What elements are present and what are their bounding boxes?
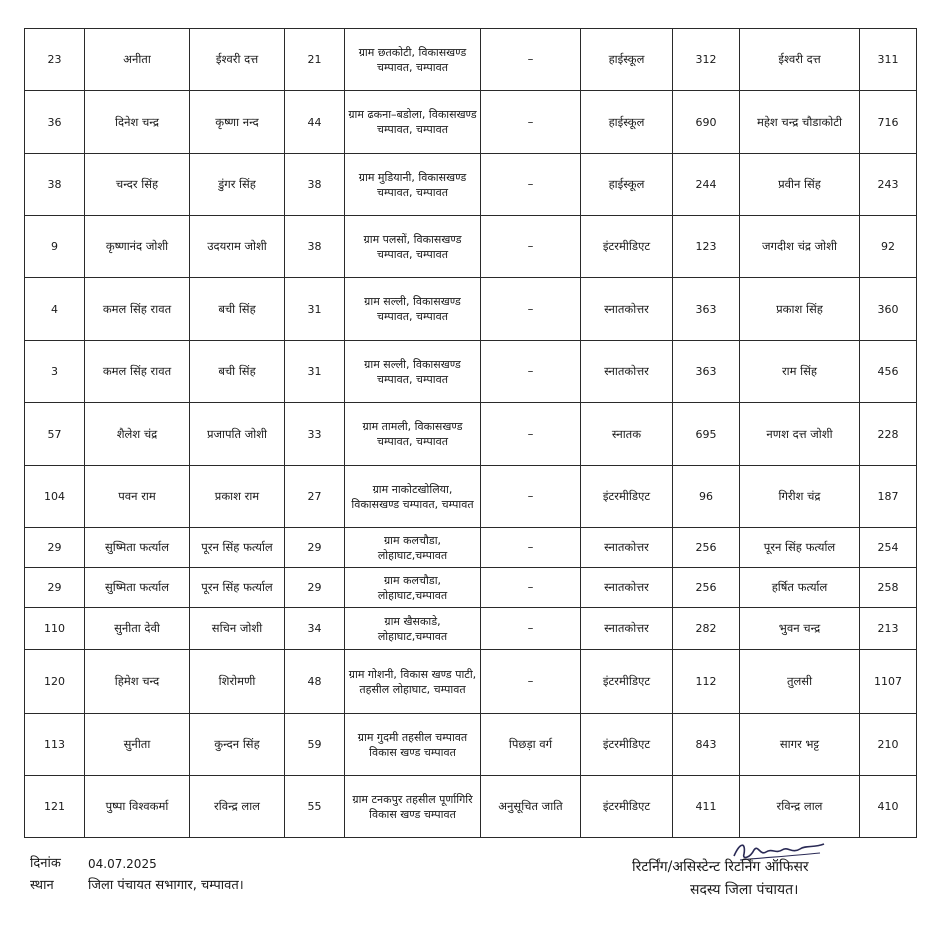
cell-opponent-votes: 210 bbox=[860, 714, 917, 776]
officer-body: सदस्य जिला पंचायत। bbox=[690, 882, 799, 898]
cell-address: ग्राम सल्ली, विकासखण्ड चम्पावत, चम्पावत bbox=[345, 341, 481, 403]
cell-age: 44 bbox=[285, 91, 345, 154]
table-row bbox=[25, 91, 917, 154]
cell-education: स्नातकोत्तर bbox=[581, 608, 673, 650]
cell-opponent-name: सागर भट्ट bbox=[740, 714, 860, 776]
cell-father-name: डुंगर सिंह bbox=[190, 154, 285, 216]
cell-address: ग्राम गुदमी तहसील चम्पावत विकास खण्ड चम्पावत bbox=[345, 714, 481, 776]
cell-opponent-votes: 456 bbox=[860, 341, 917, 403]
date-label: दिनांक bbox=[30, 856, 61, 871]
cell-age: 21 bbox=[285, 29, 345, 91]
cell-age: 55 bbox=[285, 776, 345, 838]
cell-father-name: सचिन जोशी bbox=[190, 608, 285, 650]
cell-votes: 695 bbox=[673, 403, 740, 466]
cell-serial: 3 bbox=[25, 341, 85, 403]
cell-candidate-name: चन्दर सिंह bbox=[85, 154, 190, 216]
cell-candidate-name: अनीता bbox=[85, 29, 190, 91]
cell-serial: 36 bbox=[25, 91, 85, 154]
cell-votes: 282 bbox=[673, 608, 740, 650]
cell-votes: 843 bbox=[673, 714, 740, 776]
cell-opponent-votes: 360 bbox=[860, 278, 917, 341]
cell-votes: 96 bbox=[673, 466, 740, 528]
cell-opponent-votes: 187 bbox=[860, 466, 917, 528]
cell-candidate-name: सुनीता bbox=[85, 714, 190, 776]
cell-age: 59 bbox=[285, 714, 345, 776]
cell-education: इंटरमीडिएट bbox=[581, 714, 673, 776]
cell-opponent-name: हर्षित फर्त्याल bbox=[740, 568, 860, 608]
cell-opponent-votes: 213 bbox=[860, 608, 917, 650]
cell-opponent-name: पूरन सिंह फर्त्याल bbox=[740, 528, 860, 568]
cell-father-name: शिरोमणी bbox=[190, 650, 285, 714]
cell-opponent-name: भुवन चन्द्र bbox=[740, 608, 860, 650]
cell-address: ग्राम नाकोटखोलिया, विकासखण्ड चम्पावत, चम्पावत bbox=[345, 466, 481, 528]
cell-opponent-name: ईश्वरी दत्त bbox=[740, 29, 860, 91]
cell-age: 31 bbox=[285, 341, 345, 403]
results-table bbox=[24, 28, 917, 838]
cell-age: 29 bbox=[285, 528, 345, 568]
cell-education: स्नातकोत्तर bbox=[581, 278, 673, 341]
cell-address: ग्राम कलचौडा, लोहाघाट,चम्पावत bbox=[345, 528, 481, 568]
cell-age: 33 bbox=[285, 403, 345, 466]
officer-signature-block bbox=[632, 856, 892, 902]
cell-opponent-name: रविन्द्र लाल bbox=[740, 776, 860, 838]
cell-candidate-name: हिमेश चन्द bbox=[85, 650, 190, 714]
cell-address: ग्राम पलसों, विकासखण्ड चम्पावत, चम्पावत bbox=[345, 216, 481, 278]
cell-father-name: कुन्दन सिंह bbox=[190, 714, 285, 776]
cell-candidate-name: कमल सिंह रावत bbox=[85, 341, 190, 403]
cell-serial: 29 bbox=[25, 568, 85, 608]
cell-education: स्नातक bbox=[581, 403, 673, 466]
cell-father-name: बची सिंह bbox=[190, 278, 285, 341]
cell-opponent-votes: 92 bbox=[860, 216, 917, 278]
place-value: जिला पंचायत सभागार, चम्पावत। bbox=[88, 878, 244, 893]
table-row bbox=[25, 154, 917, 216]
cell-father-name: प्रकाश राम bbox=[190, 466, 285, 528]
date-value: 04.07.2025 bbox=[88, 857, 157, 871]
cell-opponent-name: जगदीश चंद्र जोशी bbox=[740, 216, 860, 278]
cell-votes: 112 bbox=[673, 650, 740, 714]
cell-education: इंटरमीडिएट bbox=[581, 776, 673, 838]
cell-father-name: बची सिंह bbox=[190, 341, 285, 403]
cell-category: – bbox=[481, 216, 581, 278]
cell-votes: 690 bbox=[673, 91, 740, 154]
cell-category: – bbox=[481, 154, 581, 216]
cell-address: ग्राम गोशनी, विकास खण्ड पाटी, तहसील लोहाघाट, चम्पावत bbox=[345, 650, 481, 714]
cell-candidate-name: सुष्मिता फर्त्याल bbox=[85, 528, 190, 568]
cell-votes: 256 bbox=[673, 528, 740, 568]
cell-serial: 104 bbox=[25, 466, 85, 528]
cell-education: स्नातकोत्तर bbox=[581, 528, 673, 568]
table-row bbox=[25, 466, 917, 528]
cell-category: – bbox=[481, 608, 581, 650]
cell-category: – bbox=[481, 528, 581, 568]
cell-age: 29 bbox=[285, 568, 345, 608]
officer-title: रिटर्निंग/असिस्टेन्ट रिटर्निंग ऑफिसर bbox=[632, 859, 809, 875]
table-row bbox=[25, 528, 917, 568]
cell-votes: 363 bbox=[673, 278, 740, 341]
cell-candidate-name: शैलेश चंद्र bbox=[85, 403, 190, 466]
cell-opponent-votes: 228 bbox=[860, 403, 917, 466]
cell-opponent-name: तुलसी bbox=[740, 650, 860, 714]
cell-father-name: कृष्णा नन्द bbox=[190, 91, 285, 154]
cell-education: इंटरमीडिएट bbox=[581, 466, 673, 528]
cell-father-name: ईश्वरी दत्त bbox=[190, 29, 285, 91]
cell-candidate-name: दिनेश चन्द्र bbox=[85, 91, 190, 154]
cell-address: ग्राम सल्ली, विकासखण्ड चम्पावत, चम्पावत bbox=[345, 278, 481, 341]
results-table-body bbox=[25, 29, 917, 838]
cell-votes: 411 bbox=[673, 776, 740, 838]
cell-opponent-name: प्रवीन सिंह bbox=[740, 154, 860, 216]
table-row bbox=[25, 568, 917, 608]
table-row bbox=[25, 29, 917, 91]
cell-education: स्नातकोत्तर bbox=[581, 341, 673, 403]
cell-category: – bbox=[481, 91, 581, 154]
table-row bbox=[25, 341, 917, 403]
cell-education: इंटरमीडिएट bbox=[581, 216, 673, 278]
cell-category: अनुसूचित जाति bbox=[481, 776, 581, 838]
cell-education: हाईस्कूल bbox=[581, 91, 673, 154]
cell-opponent-votes: 311 bbox=[860, 29, 917, 91]
cell-education: हाईस्कूल bbox=[581, 154, 673, 216]
cell-serial: 113 bbox=[25, 714, 85, 776]
cell-votes: 123 bbox=[673, 216, 740, 278]
cell-serial: 23 bbox=[25, 29, 85, 91]
cell-candidate-name: सुनीता देवी bbox=[85, 608, 190, 650]
cell-age: 38 bbox=[285, 216, 345, 278]
cell-education: स्नातकोत्तर bbox=[581, 568, 673, 608]
cell-candidate-name: पवन राम bbox=[85, 466, 190, 528]
cell-candidate-name: कृष्णानंद जोशी bbox=[85, 216, 190, 278]
cell-address: ग्राम ढकना–बडोला, विकासखण्ड चम्पावत, चम्पावत bbox=[345, 91, 481, 154]
table-row bbox=[25, 650, 917, 714]
cell-candidate-name: पुष्पा विश्वकर्मा bbox=[85, 776, 190, 838]
cell-serial: 57 bbox=[25, 403, 85, 466]
cell-opponent-votes: 254 bbox=[860, 528, 917, 568]
cell-serial: 4 bbox=[25, 278, 85, 341]
cell-father-name: पूरन सिंह फर्त्याल bbox=[190, 568, 285, 608]
cell-opponent-votes: 258 bbox=[860, 568, 917, 608]
cell-serial: 9 bbox=[25, 216, 85, 278]
cell-opponent-name: राम सिंह bbox=[740, 341, 860, 403]
cell-opponent-name: प्रकाश सिंह bbox=[740, 278, 860, 341]
table-row bbox=[25, 714, 917, 776]
table-row bbox=[25, 278, 917, 341]
cell-opponent-name: नणश दत्त जोशी bbox=[740, 403, 860, 466]
cell-votes: 363 bbox=[673, 341, 740, 403]
cell-category: – bbox=[481, 568, 581, 608]
cell-serial: 29 bbox=[25, 528, 85, 568]
cell-address: ग्राम छतकोटी, विकासखण्ड चम्पावत, चम्पावत bbox=[345, 29, 481, 91]
cell-category: – bbox=[481, 650, 581, 714]
cell-votes: 244 bbox=[673, 154, 740, 216]
cell-address: ग्राम मुडियानी, विकासखण्ड चम्पावत, चम्पावत bbox=[345, 154, 481, 216]
cell-opponent-votes: 716 bbox=[860, 91, 917, 154]
cell-candidate-name: कमल सिंह रावत bbox=[85, 278, 190, 341]
cell-category: – bbox=[481, 278, 581, 341]
cell-category: – bbox=[481, 466, 581, 528]
table-row bbox=[25, 608, 917, 650]
cell-votes: 256 bbox=[673, 568, 740, 608]
cell-opponent-votes: 1107 bbox=[860, 650, 917, 714]
table-row bbox=[25, 776, 917, 838]
cell-serial: 110 bbox=[25, 608, 85, 650]
cell-category: – bbox=[481, 29, 581, 91]
cell-address: ग्राम कलचौडा, लोहाघाट,चम्पावत bbox=[345, 568, 481, 608]
cell-address: ग्राम टनकपुर तहसील पूर्णागिरि विकास खण्ड चम्पावत bbox=[345, 776, 481, 838]
cell-opponent-name: महेश चन्द्र चौडाकोटी bbox=[740, 91, 860, 154]
cell-age: 31 bbox=[285, 278, 345, 341]
cell-opponent-votes: 410 bbox=[860, 776, 917, 838]
cell-opponent-votes: 243 bbox=[860, 154, 917, 216]
table-row bbox=[25, 403, 917, 466]
place-label: स्थान bbox=[30, 878, 54, 893]
cell-father-name: पूरन सिंह फर्त्याल bbox=[190, 528, 285, 568]
table-row bbox=[25, 216, 917, 278]
cell-father-name: रविन्द्र लाल bbox=[190, 776, 285, 838]
cell-category: पिछड़ा वर्ग bbox=[481, 714, 581, 776]
cell-age: 38 bbox=[285, 154, 345, 216]
cell-address: ग्राम खैसकाडे, लोहाघाट,चम्पावत bbox=[345, 608, 481, 650]
cell-age: 48 bbox=[285, 650, 345, 714]
cell-father-name: उदयराम जोशी bbox=[190, 216, 285, 278]
cell-address: ग्राम तामली, विकासखण्ड चम्पावत, चम्पावत bbox=[345, 403, 481, 466]
cell-education: हाईस्कूल bbox=[581, 29, 673, 91]
cell-category: – bbox=[481, 403, 581, 466]
cell-serial: 38 bbox=[25, 154, 85, 216]
cell-serial: 121 bbox=[25, 776, 85, 838]
cell-education: इंटरमीडिएट bbox=[581, 650, 673, 714]
cell-father-name: प्रजापति जोशी bbox=[190, 403, 285, 466]
cell-category: – bbox=[481, 341, 581, 403]
cell-serial: 120 bbox=[25, 650, 85, 714]
cell-opponent-name: गिरीश चंद्र bbox=[740, 466, 860, 528]
cell-age: 34 bbox=[285, 608, 345, 650]
cell-age: 27 bbox=[285, 466, 345, 528]
cell-votes: 312 bbox=[673, 29, 740, 91]
cell-candidate-name: सुष्मिता फर्त्याल bbox=[85, 568, 190, 608]
